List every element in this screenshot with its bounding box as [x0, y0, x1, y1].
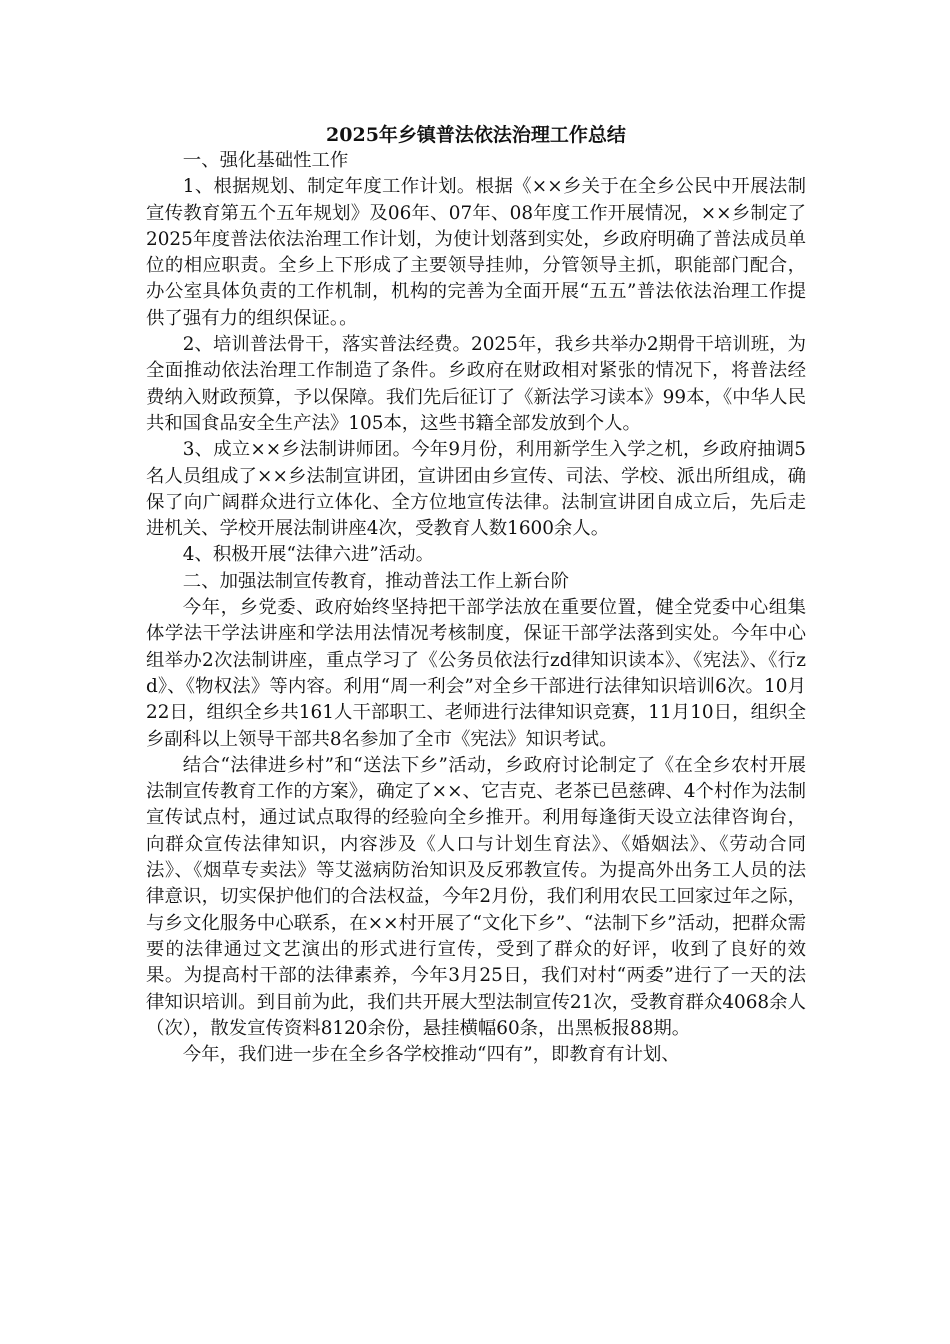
section-heading-2: 二、加强法制宣传教育，推动普法工作上新台阶 — [182, 570, 570, 592]
paragraph-7: 今年，我们进一步在全乡各学校推动“四有”，即教育有计划、 — [182, 1044, 680, 1066]
paragraph-5: 今年，乡党委、政府始终坚持把干部学法放在重要位置，健全党委中心组集体学法干学法讲座和学法用法情况考核制度，保证干部学法落到实处。今年中心组举办2次法制讲座，重点学习了《公务员依法行zd律知识读本》、《宪法》、《行zd》、《物权法》等内容。利用“周一利会”对全乡干部进行法律知识培训6次。10月22日，组织全乡共161人干部职工、老师进行法律知识竞赛，11月10日，组织全乡副科以上领导干部共8名参加了全市《宪法》知识考试。 — [146, 597, 806, 750]
paragraph-6: 结合“法律进乡村”和“送法下乡”活动，乡政府讨论制定了《在全乡农村开展法制宣传教育工作的方案》，确定了××、它吉克、老茶已邑慈碑、4个村作为法制宣传试点村，通过试点取得的经验向全乡推开。利用每逢街天设立法律咨询台，向群众宣传法律知识，内容涉及《人口与计划生育法》、《婚姻法》、《劳动合同法》、《烟草专卖法》等艾滋病防治知识及反邪教宣传。为提高外出务工人员的法律意识，切实保护他们的合法权益，今年2月份，我们利用农民工回家过年之际，与乡文化服务中心联系，在××村开展了“文化下乡”、“法制下乡”活动，把群众需要的法律通过文艺演出的形式进行宣传，受到了群众的好评，收到了良好的效果。为提高村干部的法律素养，今年3月25日，我们对村“两委”进行了一天的法律知识培训。到目前为此，我们共开展大型法制宣传21次，受教育群众4068余人（次），散发宣传资料8120余份，悬挂横幅60条，出黑板报88期。 — [146, 754, 806, 1039]
document-title: 2025年乡镇普法依法治理工作总结 — [326, 124, 626, 146]
paragraph-3: 3、成立××乡法制讲师团。今年9月份，利用新学生入学之机，乡政府抽调5名人员组成了××乡法制宣讲团，宣讲团由乡宣传、司法、学校、派出所组成，确保了向广阔群众进行立体化、全方位地宣传法律。法制宣讲团自成立后，先后走进机关、学校开展法制讲座4次，受教育人数1600余人。 — [146, 439, 806, 540]
paragraph-4: 4、积极开展“法律六进”活动。 — [182, 544, 434, 566]
paragraph-2: 2、培训普法骨干，落实普法经费。2025年，我乡共举办2期骨干培训班，为全面推动依法治理工作制造了条件。乡政府在财政相对紧张的情况下，将普法经费纳入财政预算，予以保障。我们先后征订了《新法学习读本》99本，《中华人民共和国食品安全生产法》105本，这些书籍全部发放到个人。 — [146, 334, 806, 434]
paragraph-1: 1、根据规划、制定年度工作计划。根据《××乡关于在全乡公民中开展法制宣传教育第五个五年规划》及06年、07年、08年度工作开展情况，××乡制定了2025年度普法依法治理工作计划，为使计划落到实处，乡政府明确了普法成员单位的相应职责。全乡上下形成了主要领导挂帅，分管领导主抓，职能部门配合，办公室具体负责的工作机制，机构的完善为全面开展“五五”普法依法治理工作提供了强有力的组织保证。。 — [146, 176, 806, 329]
section-heading-1: 一、强化基础性工作 — [182, 150, 349, 171]
document-body — [146, 122, 806, 1068]
